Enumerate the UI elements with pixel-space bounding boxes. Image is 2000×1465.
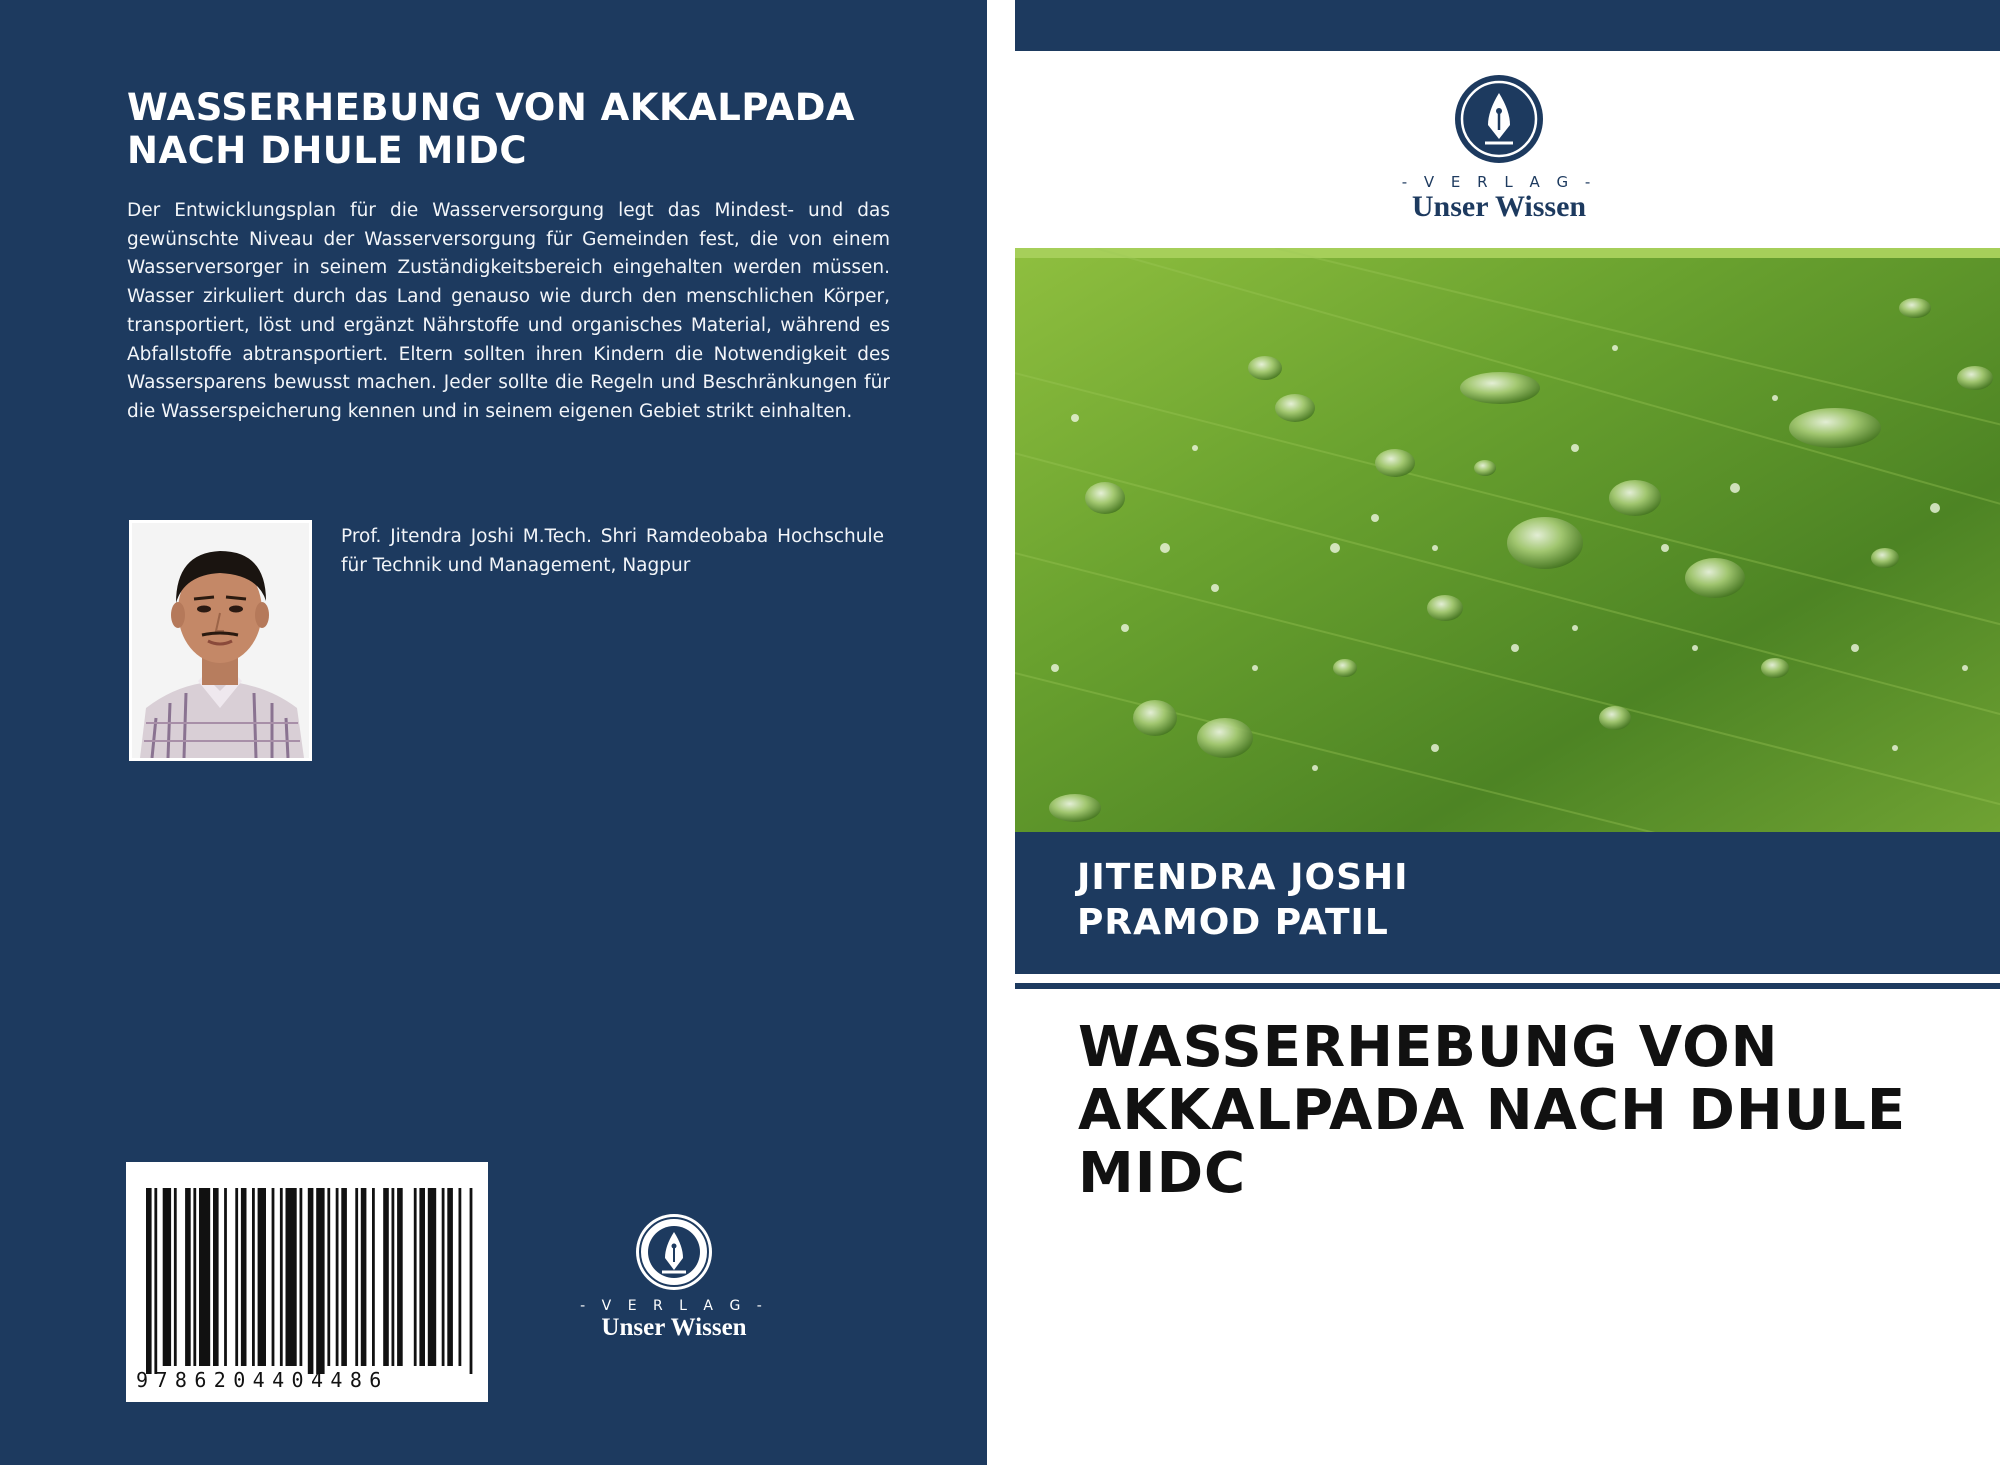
cover-image-leaf-with-water-drops: [1015, 248, 2000, 832]
barcode-bar: [146, 1188, 152, 1374]
barcode-bar: [442, 1188, 445, 1366]
barcode-bar: [341, 1188, 347, 1366]
back-title-line-2: NACH DHULE MIDC: [127, 129, 528, 172]
back-publisher-logo: [570, 1212, 778, 1342]
barcode-bar: [224, 1188, 227, 1366]
author-bio: Prof. Jitendra Joshi M.Tech. Shri Ramdeobaba Hochschule für Technik und Management, Nagpur: [341, 526, 884, 576]
isbn-digits: 9786204404486: [136, 1368, 389, 1392]
barcode-bar: [428, 1188, 436, 1366]
front-top-bar: [1015, 0, 2000, 51]
spine: [987, 0, 1015, 1465]
front-title-line-1: WASSERHEBUNG VON: [1078, 1015, 1779, 1080]
isbn-barcode: [126, 1162, 488, 1402]
back-title-line-1: WASSERHEBUNG VON AKKALPADA: [127, 86, 856, 129]
authors-band: [1015, 832, 2000, 974]
barcode-bar: [258, 1188, 266, 1366]
barcode-bar: [316, 1188, 324, 1374]
barcode-bar: [252, 1188, 255, 1366]
barcode-bar: [470, 1188, 473, 1374]
barcode-bar: [327, 1188, 330, 1366]
barcode-bar: [336, 1188, 339, 1366]
barcode-bar: [185, 1188, 191, 1366]
front-title-line-3: MIDC: [1078, 1141, 1247, 1206]
fountain-pen-nib-icon: [1453, 73, 1545, 165]
barcode-bar: [280, 1188, 283, 1366]
author-name-1: JITENDRA JOSHI: [1077, 857, 1409, 898]
back-cover: [0, 0, 987, 1465]
barcode-bar: [447, 1188, 453, 1366]
barcode-bar: [241, 1188, 247, 1366]
back-publisher-verlag: - V E R L A G -: [580, 1298, 768, 1314]
barcode-bar: [235, 1188, 238, 1366]
fountain-pen-nib-icon: [634, 1212, 714, 1292]
barcode-bar: [286, 1188, 297, 1366]
barcode-bar: [163, 1188, 171, 1366]
author-name-2: PRAMOD PATIL: [1077, 902, 1389, 943]
barcode-bar: [383, 1188, 389, 1366]
front-publisher-logo: [1379, 73, 1619, 224]
barcode-bar: [372, 1188, 375, 1366]
barcode-bar: [419, 1188, 425, 1366]
back-cover-blurb: Der Entwicklungsplan für die Wasserversorgung legt das Mindest- und das gewünschte Niveau der Wasserversorgung für Gemeinden fest, die von einem Wasserversorger in seinem Zuständigkeitsbereich eingehalten werden müssen. Wasser zirkuliert durch das Land genauso wie durch den menschlichen Körper, transportiert, löst und ergänzt Nährstoffe und organisches Material, während es Abfallstoffe abtransportiert. Eltern sollten ihren Kindern die Notwendigkeit des Wassersparens bewusst machen. Jeder sollte die Regeln und Beschränkungen für die Wasserspeicherung kennen und in seinem eigenen Gebiet strikt einhalten.: [127, 200, 890, 422]
front-publisher-name: Unser Wissen: [1411, 190, 1587, 223]
barcode-bar: [174, 1188, 177, 1366]
front-cover-title: [1078, 1016, 1978, 1205]
barcode-bar: [300, 1188, 303, 1366]
barcode-bar: [154, 1188, 157, 1374]
barcode-bar: [459, 1188, 462, 1366]
barcode-bar: [308, 1188, 314, 1374]
front-publisher-verlag: - V E R L A G -: [1401, 173, 1597, 191]
barcode-bar: [414, 1188, 417, 1366]
barcode-bar: [213, 1188, 219, 1366]
barcode-bar: [392, 1188, 395, 1366]
front-title-line-2: AKKALPADA NACH DHULE: [1078, 1078, 1907, 1143]
barcode-bar: [397, 1188, 403, 1366]
barcode-bar: [272, 1188, 275, 1366]
barcode-bar: [199, 1188, 210, 1366]
back-publisher-name: Unser Wissen: [601, 1314, 747, 1341]
back-cover-title: [127, 86, 897, 172]
divider-rule: [1015, 983, 2000, 989]
barcode-bar: [193, 1188, 196, 1366]
barcode-bar: [361, 1188, 367, 1366]
barcode-bar: [355, 1188, 358, 1366]
author-photo: [129, 520, 312, 761]
